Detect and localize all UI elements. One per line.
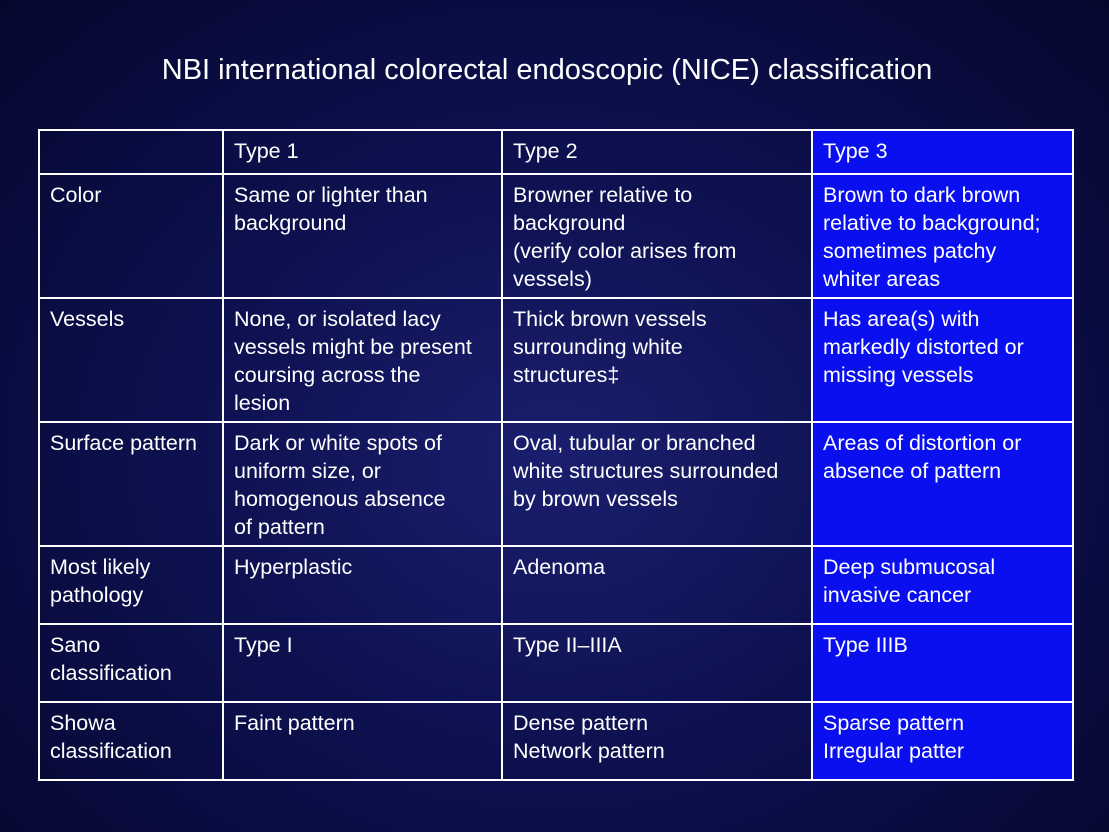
table-row-sano [39, 624, 1073, 702]
cell-color-type-2: Browner relative to background (verify color arises from vessels) [502, 174, 812, 298]
cell-sano-type-2: Type II–IIIA [502, 624, 812, 702]
header-type-1: Type 1 [223, 130, 502, 174]
slide-title: NBI international colorectal endoscopic (NICE) classification [161, 54, 933, 86]
table-header-row [39, 130, 1073, 174]
row-label-color: Color [39, 174, 223, 298]
cell-color-type-1: Same or lighter than background [223, 174, 502, 298]
nice-classification-table [38, 129, 1074, 781]
header-type-3: Type 3 [812, 130, 1073, 174]
cell-pathology-type-1: Hyperplastic [223, 546, 502, 624]
cell-showa-type-1: Faint pattern [223, 702, 502, 780]
row-label-surface-pattern: Surface pattern [39, 422, 223, 546]
cell-vessels-type-2: Thick brown vessels surrounding white structures‡ [502, 298, 812, 422]
cell-surface-type-1: Dark or white spots of uniform size, or homogenous absence of pattern [223, 422, 502, 546]
table-row-surface-pattern [39, 422, 1073, 546]
cell-pathology-type-2: Adenoma [502, 546, 812, 624]
row-label-sano: Sano classification [39, 624, 223, 702]
cell-sano-type-1: Type I [223, 624, 502, 702]
table-row-showa [39, 702, 1073, 780]
row-label-pathology: Most likely pathology [39, 546, 223, 624]
cell-surface-type-2: Oval, tubular or branched white structures surrounded by brown vessels [502, 422, 812, 546]
table-row-pathology [39, 546, 1073, 624]
table-row-color [39, 174, 1073, 298]
row-label-vessels: Vessels [39, 298, 223, 422]
cell-vessels-type-1: None, or isolated lacy vessels might be present coursing across the lesion [223, 298, 502, 422]
cell-pathology-type-3: Deep submucosal invasive cancer [812, 546, 1073, 624]
header-corner-cell [39, 130, 223, 174]
header-type-2: Type 2 [502, 130, 812, 174]
cell-color-type-3: Brown to dark brown relative to background; sometimes patchy whiter areas [812, 174, 1073, 298]
table-row-vessels [39, 298, 1073, 422]
cell-sano-type-3: Type IIIB [812, 624, 1073, 702]
cell-showa-type-2: Dense pattern Network pattern [502, 702, 812, 780]
cell-surface-type-3: Areas of distortion or absence of pattern [812, 422, 1073, 546]
cell-showa-type-3: Sparse pattern Irregular patter [812, 702, 1073, 780]
cell-vessels-type-3: Has area(s) with markedly distorted or missing vessels [812, 298, 1073, 422]
row-label-showa: Showa classification [39, 702, 223, 780]
